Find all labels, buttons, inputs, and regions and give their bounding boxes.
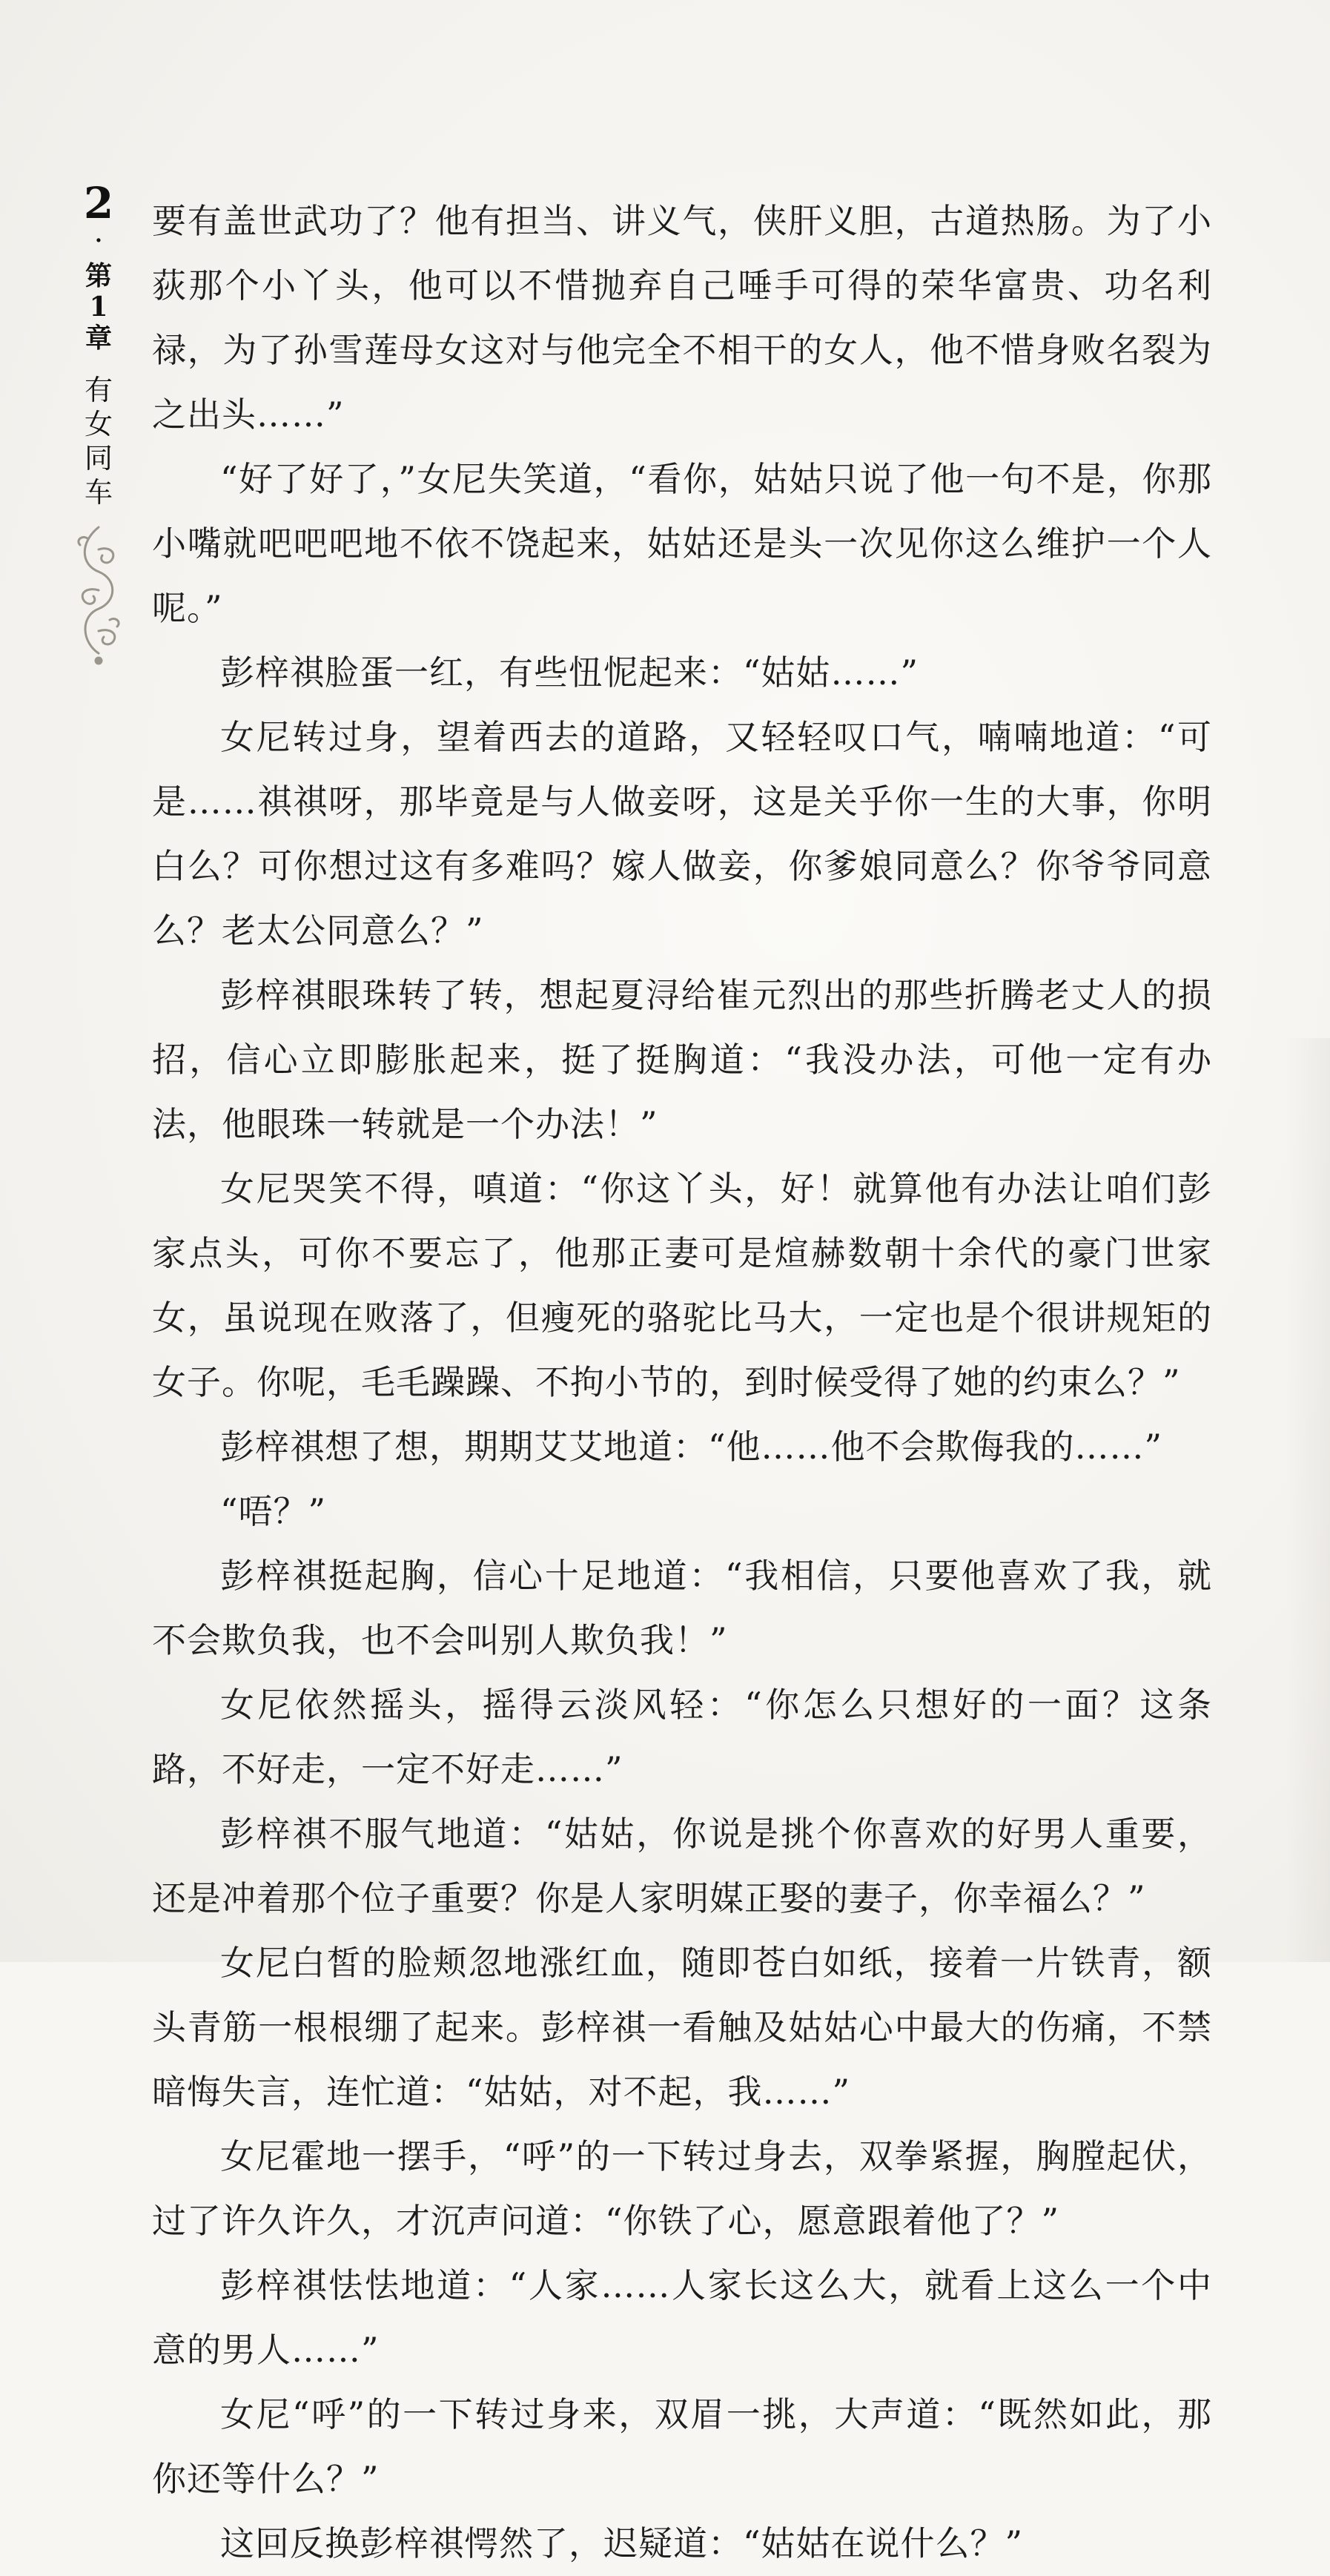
paragraph: 这回反换彭梓祺愕然了，迟疑道：“姑姑在说什么？” bbox=[220, 2523, 1024, 2563]
paragraph: 女尼“呼”的一下转过身来，双眉一挑，大声道：“既然如此，那你还等什么？” bbox=[152, 2394, 1212, 2499]
paragraph: 女尼哭笑不得，嗔道：“你这丫头，好！就算他有办法让咱们彭家点头，可你不要忘了，他那正妻可是煊赫数朝十余代的豪门世家女，虽说现在败落了，但瘦死的骆驼比马大，一定也是个很讲规矩的女子。你呢，毛毛躁躁、不拘小节的，到时候受得了她的约束么？” bbox=[152, 1169, 1212, 1402]
paragraph: 彭梓祺想了想，期期艾艾地道：“他……他不会欺侮我的……” bbox=[220, 1427, 1163, 1467]
paragraph: 女尼霍地一摆手，“呼”的一下转过身去，双拳紧握，胸膛起伏，过了许久许久，才沉声问道：“你铁了心，愿意跟着他了？” bbox=[152, 2136, 1212, 2241]
paragraph: “好了好了，”女尼失笑道，“看你，姑姑只说了他一句不是，你那小嘴就吧吧吧地不依不饶起来，姑姑还是头一次见你这么维护一个人呢。” bbox=[152, 459, 1212, 628]
page-number: 2 bbox=[83, 178, 114, 228]
separator-dot: · bbox=[93, 224, 104, 258]
floral-ornament-icon bbox=[65, 520, 132, 668]
paragraph: 女尼白皙的脸颊忽地涨红血，随即苍白如纸，接着一片铁青，额头青筋一根根绷了起来。彭梓祺一看触及姑姑心中最大的伤痛，不禁暗悔失言，连忙道：“姑姑，对不起，我……” bbox=[152, 1943, 1212, 2112]
body-text bbox=[152, 189, 1212, 2576]
continued-paragraph: 要有盖世武功了？他有担当、讲义气，侠肝义胆，古道热肠。为了小荻那个小丫头，他可以不惜抛弃自己唾手可得的荣华富贵、功名利禄，为了孙雪莲母女这对与他完全不相干的女人，他不惜身败名裂为之出头……” bbox=[152, 201, 1212, 435]
paragraph: “唔？” bbox=[220, 1491, 327, 1531]
page-edge-shadow bbox=[1286, 1038, 1330, 1962]
running-head bbox=[65, 178, 132, 668]
paragraph: 彭梓祺怯怯地道：“人家……人家长这么大，就看上这么一个中意的男人……” bbox=[152, 2265, 1212, 2370]
paragraph: 女尼转过身，望着西去的道路，又轻轻叹口气，喃喃地道：“可是……祺祺呀，那毕竟是与人做妾呀，这是关乎你一生的大事，你明白么？可你想过这有多难吗？嫁人做妾，你爹娘同意么？你爷爷同意么？老太公同意么？” bbox=[152, 717, 1212, 951]
paragraph: 彭梓祺挺起胸，信心十足地道：“我相信，只要他喜欢了我，就不会欺负我，也不会叫别人欺负我！” bbox=[152, 1556, 1212, 1660]
chapter-label: 第1章 bbox=[85, 260, 112, 354]
paragraph: 女尼依然摇头，摇得云淡风轻：“你怎么只想好的一面？这条路，不好走，一定不好走……” bbox=[152, 1685, 1212, 1789]
paragraph: 彭梓祺眼珠转了转，想起夏浔给崔元烈出的那些折腾老丈人的损招，信心立即膨胀起来，挺了挺胸道：“我没办法，可他一定有办法，他眼珠一转就是一个办法！” bbox=[152, 975, 1212, 1144]
paragraph: 彭梓祺脸蛋一红，有些忸怩起来：“姑姑……” bbox=[220, 653, 919, 693]
paragraph: 彭梓祺不服气地道：“姑姑，你说是挑个你喜欢的好男人重要，还是冲着那个位子重要？你是人家明媒正娶的妻子，你幸福么？” bbox=[152, 1814, 1212, 1918]
chapter-title: 有女同车 bbox=[84, 374, 113, 509]
